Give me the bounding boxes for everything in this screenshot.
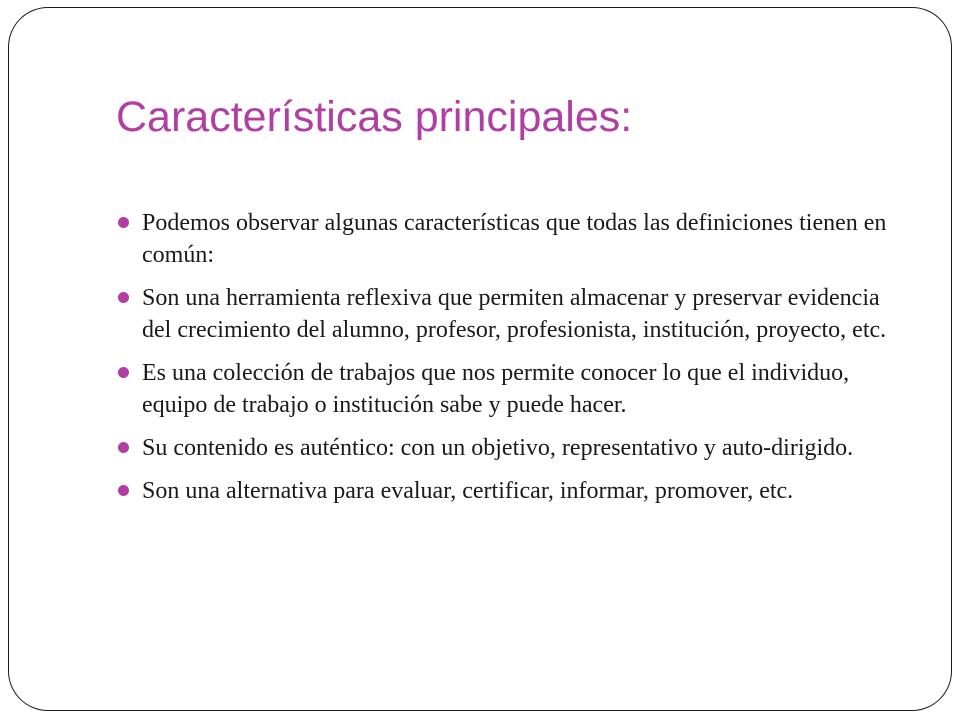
bullet-text: Son una herramienta reflexiva que permiten almacenar y preservar evidencia del crecimiento del alumno, profesor, profesionista, institución, proyecto, etc. — [142, 285, 887, 343]
bullet-dot-icon — [118, 485, 129, 496]
bullet-text: Su contenido es auténtico: con un objetivo, representativo y auto-dirigido. — [142, 435, 854, 461]
bullet-list — [117, 207, 907, 518]
bullet-dot-icon — [118, 292, 129, 303]
bullet-dot-icon — [118, 217, 129, 228]
bullet-text: Son una alternativa para evaluar, certificar, informar, promover, etc. — [142, 478, 794, 504]
bullet-item — [117, 432, 907, 464]
bullet-item — [117, 357, 907, 421]
bullet-item — [117, 282, 907, 346]
slide-frame — [8, 7, 952, 711]
bullet-text: Es una colección de trabajos que nos permite conocer lo que el individuo, equipo de trabajo o institución sabe y puede hacer. — [142, 360, 850, 418]
bullet-item — [117, 207, 907, 271]
bullet-dot-icon — [118, 367, 129, 378]
bullet-item — [117, 475, 907, 507]
slide-title: Características principales: — [116, 93, 633, 141]
bullet-text: Podemos observar algunas características que todas las definiciones tienen en común: — [142, 210, 887, 268]
bullet-dot-icon — [118, 442, 129, 453]
